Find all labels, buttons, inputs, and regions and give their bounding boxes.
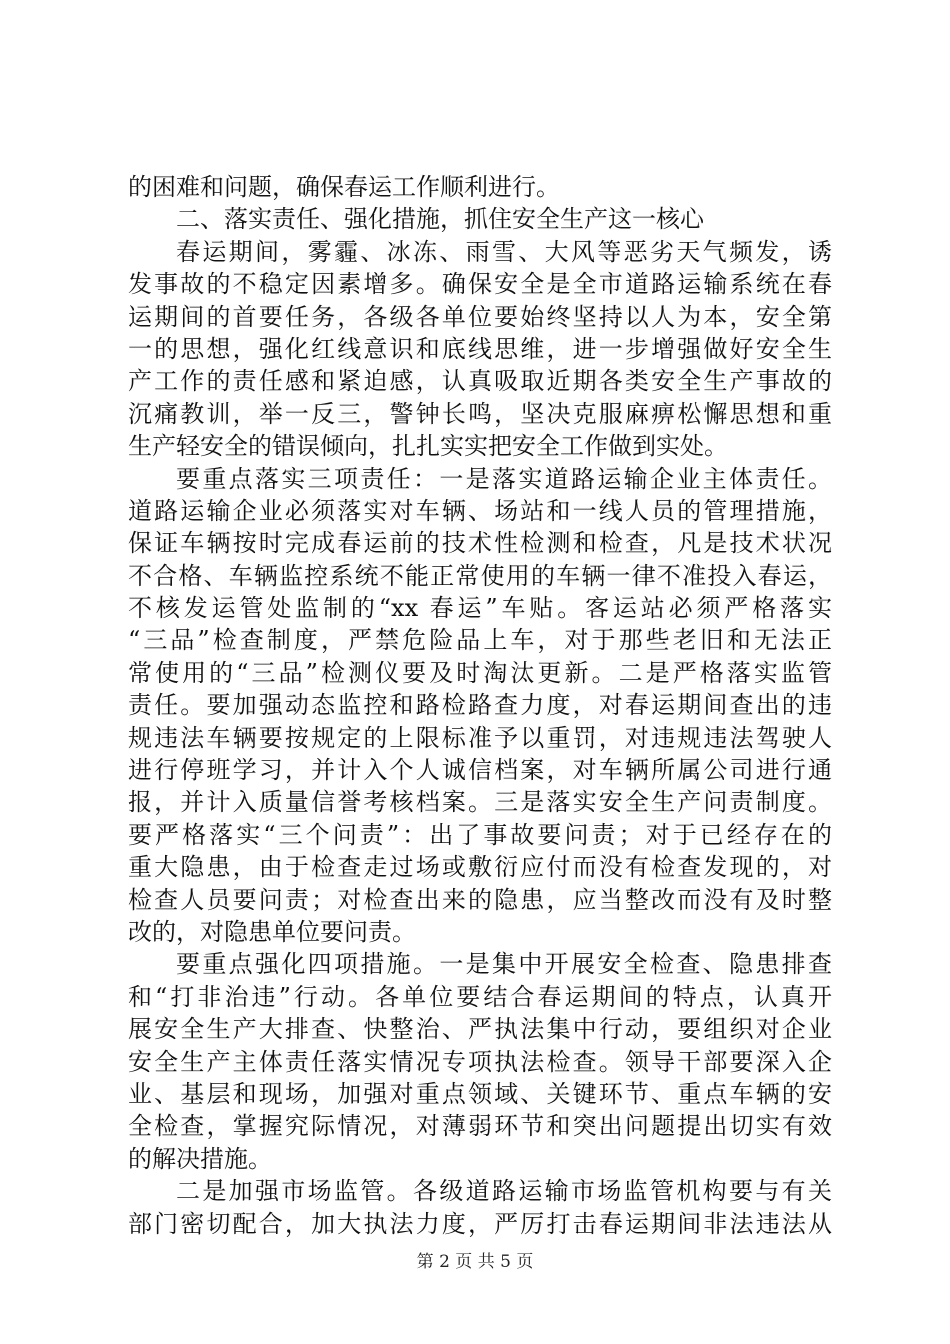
text-line: 要重点落实三项责任：一是落实道路运输企业主体责任。	[176, 464, 832, 493]
text-line: 产工作的责任感和紧迫感，认真吸取近期各类安全生产事故的	[128, 367, 832, 396]
text-line: 发事故的不稳定因素增多。确保安全是全市道路运输系统在春	[128, 270, 832, 299]
text-line: 不核发运管处监制的“xx 春运”车贴。客运站必须严格落实	[128, 594, 832, 623]
text-line: 规违法车辆要按规定的上限标准予以重罚，对违规违法驾驶人	[128, 723, 832, 752]
text-line: “三品”检查制度，严禁危险品上车，对于那些老旧和无法正	[128, 626, 832, 655]
text-line: 展安全生产大排查、快整治、严执法集中行动，要组织对企业	[128, 1015, 832, 1044]
text-line: 重大隐患，由于检查走过场或敷衍应付而没有检查发现的，对	[128, 853, 832, 882]
text-line: 检查人员要问责；对检查出来的隐患，应当整改而没有及时整	[128, 885, 832, 914]
text-line: 道路运输企业必须落实对车辆、场站和一线人员的管理措施，	[128, 496, 832, 525]
text-line: 进行停班学习，并计入个人诚信档案，对车辆所属公司进行通	[128, 756, 832, 785]
document-body	[128, 171, 832, 1240]
text-line: 生产轻安全的错误倾向，扎扎实实把安全工作做到实处。	[128, 432, 728, 461]
text-line: 部门密切配合，加大执法力度，严厉打击春运期间非法违法从	[128, 1209, 832, 1238]
text-line: 业、基层和现场，加强对重点领域、关键环节、重点车辆的安	[128, 1079, 832, 1108]
text-line: 的困难和问题，确保春运工作顺利进行。	[128, 173, 560, 201]
text-line: 沉痛教训，举一反三，警钟长鸣，坚决克服麻痹松懈思想和重	[128, 399, 832, 428]
text-line: 一的思想，强化红线意识和底线思维，进一步增强做好安全生	[128, 334, 832, 363]
text-line: 和“打非治违”行动。各单位要结合春运期间的特点，认真开	[128, 982, 832, 1011]
text-line: 不合格、车辆监控系统不能正常使用的车辆一律不准投入春运，	[128, 561, 832, 590]
text-line: 保证车辆按时完成春运前的技术性检测和检查，凡是技术状况	[128, 529, 832, 558]
text-line: 全检查，掌握究际情况，对薄弱环节和突出问题提出切实有效	[128, 1112, 832, 1141]
text-line: 安全生产主体责任落实情况专项执法检查。领导干部要深入企	[128, 1047, 832, 1076]
text-line: 二、落实责任、强化措施，抓住安全生产这一核心	[176, 205, 704, 234]
text-line: 责任。要加强动态监控和路检路查力度，对春运期间查出的违	[128, 691, 832, 720]
text-line: 要重点强化四项措施。一是集中开展安全检查、隐患排查	[176, 950, 832, 979]
text-line: 春运期间，雾霾、冰冻、雨雪、大风等恶劣天气频发，诱	[176, 237, 832, 266]
page-footer: 第 2 页 共 5 页	[416, 1252, 534, 1272]
text-line: 常使用的“三品”检测仪要及时淘汰更新。二是严格落实监管	[128, 658, 832, 687]
text-line: 的解决措施。	[128, 1144, 272, 1173]
text-line: 要严格落实“三个问责”：出了事故要问责；对于已经存在的	[128, 820, 832, 849]
text-line: 运期间的首要任务，各级各单位要始终坚持以人为本，安全第	[128, 302, 832, 331]
text-line: 二是加强市场监管。各级道路运输市场监管机构要与有关	[176, 1177, 832, 1206]
text-line: 报，并计入质量信誉考核档案。三是落实安全生产问责制度。	[128, 788, 832, 817]
text-line: 改的，对隐患单位要问责。	[128, 917, 416, 946]
